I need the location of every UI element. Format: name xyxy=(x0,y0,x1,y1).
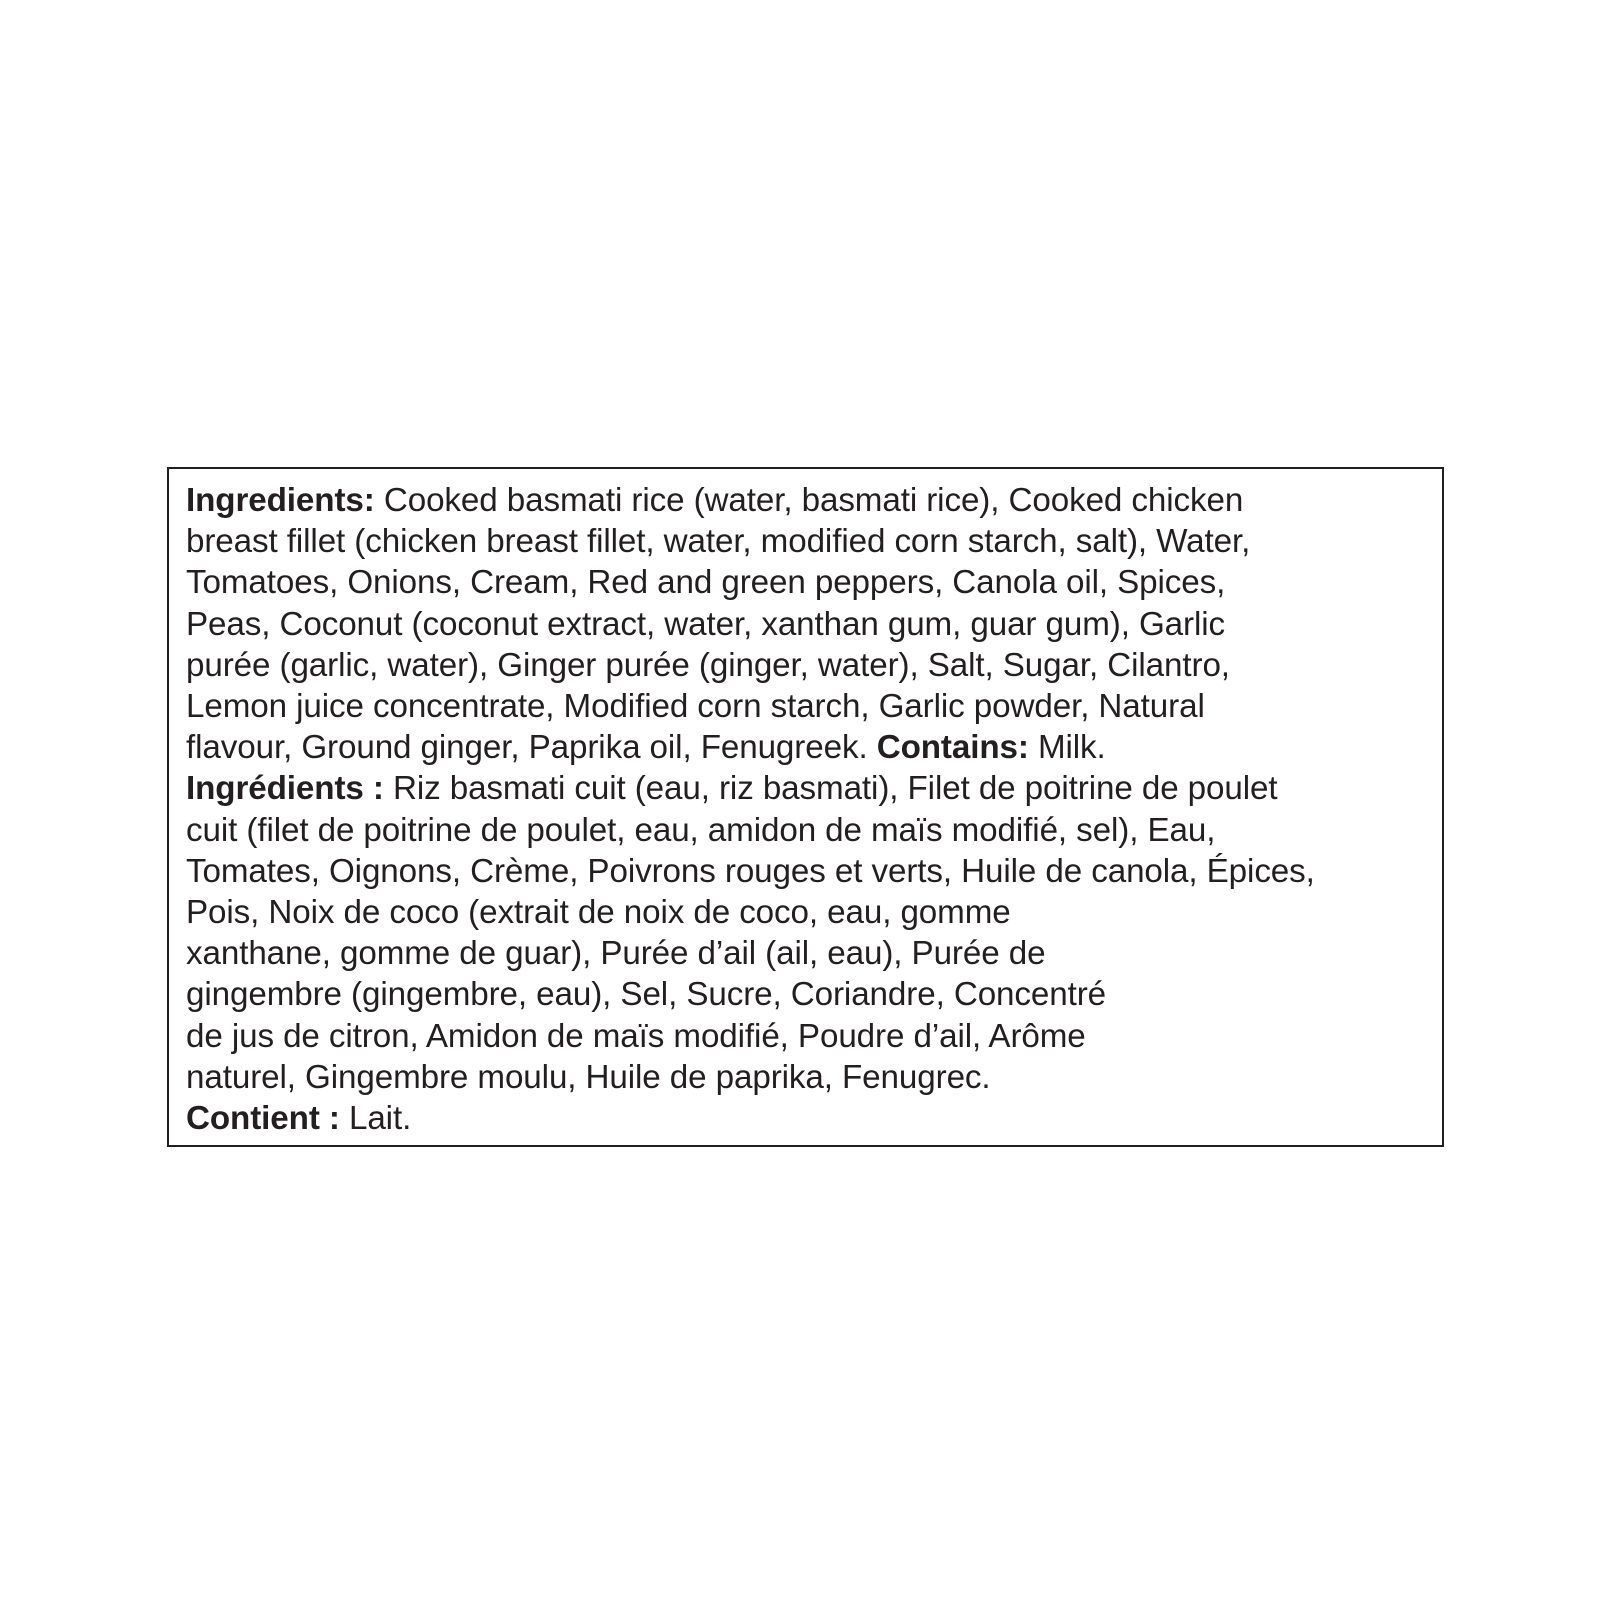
ingredients-heading: Ingredients: xyxy=(186,482,375,519)
text-line: de jus de citron, Amidon de maïs modifié, Poudre d’ail, Arôme xyxy=(186,1017,1086,1055)
text-line: gingembre (gingembre, eau), Sel, Sucre, Coriandre, Concentré xyxy=(186,976,1107,1014)
text-line: breast fillet (chicken breast fillet, water, modified corn starch, salt), Water, xyxy=(186,523,1251,561)
text-line xyxy=(186,768,1442,809)
text-line: Lemon juice concentrate, Modified corn starch, Garlic powder, Natural xyxy=(186,688,1205,726)
line-text: Cooked basmati rice (water, basmati rice), Cooked chicken xyxy=(374,482,1244,519)
text-line xyxy=(186,480,1442,521)
line-text: Riz basmati cuit (eau, riz basmati), Filet de poitrine de poulet xyxy=(383,770,1278,808)
line-text: flavour, Ground ginger, Paprika oil, Fenugreek. xyxy=(186,729,877,767)
english-ingredients xyxy=(186,480,1442,768)
text-line: Tomatoes, Onions, Cream, Red and green peppers, Canola oil, Spices, xyxy=(186,564,1226,602)
contains-heading: Contains: xyxy=(876,729,1029,767)
text-line: naturel, Gingembre moulu, Huile de paprika, Fenugrec. xyxy=(186,1058,991,1096)
text-line: Pois, Noix de coco (extrait de noix de coco, eau, gomme xyxy=(186,894,1011,932)
text-line xyxy=(186,727,1442,768)
text-line: xanthane, gomme de guar), Purée d’ail (ail, eau), Purée de xyxy=(186,935,1046,973)
ingredients-heading-fr: Ingrédients : xyxy=(186,770,384,808)
text-line: Tomates, Oignons, Crème, Poivrons rouges et verts, Huile de canola, Épices, xyxy=(186,852,1315,890)
text-line: Peas, Coconut (coconut extract, water, xanthan gum, guar gum), Garlic xyxy=(186,605,1226,643)
allergen-text: Milk. xyxy=(1028,729,1106,767)
text-line: purée (garlic, water), Ginger purée (ginger, water), Salt, Sugar, Cilantro, xyxy=(186,646,1230,684)
text-line xyxy=(186,1098,1442,1139)
contains-heading-fr: Contient : xyxy=(186,1100,340,1138)
text-line: cuit (filet de poitrine de poulet, eau, amidon de maïs modifié, sel), Eau, xyxy=(186,811,1216,849)
french-ingredients xyxy=(186,768,1442,1139)
ingredients-label-box xyxy=(167,467,1444,1147)
allergen-text-fr: Lait. xyxy=(339,1100,412,1138)
